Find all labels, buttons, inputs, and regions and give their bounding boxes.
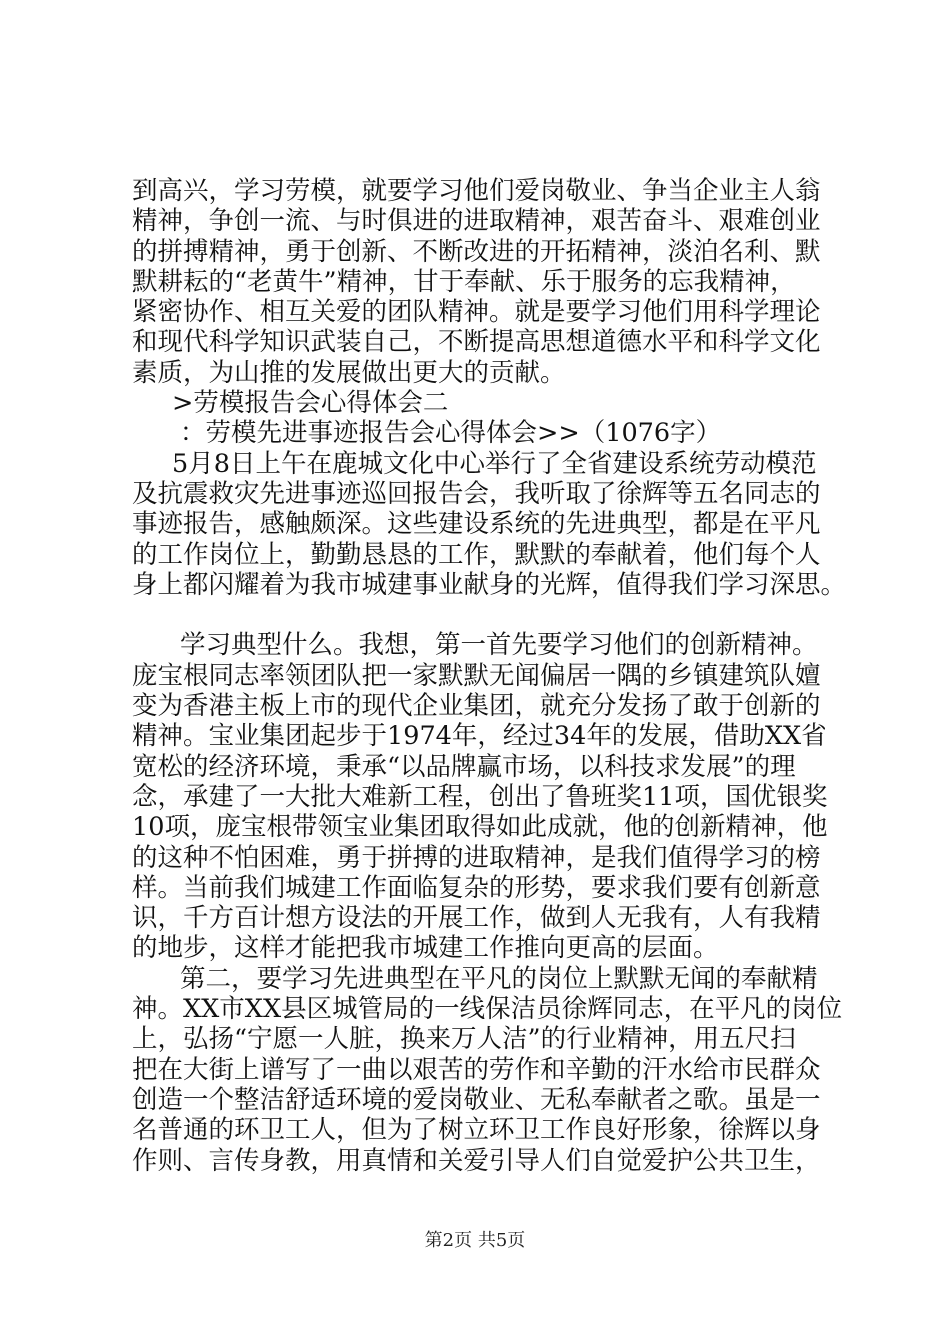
- text-line: 事迹报告，感触颇深。这些建设系统的先进典型，都是在平凡: [132, 509, 821, 540]
- text-line: 精神。宝业集团起步于1974年，经过34年的发展，借助XX省: [132, 721, 827, 752]
- text-line: 第二，要学习先进典型在平凡的岗位上默默无闻的奉献精: [180, 963, 818, 994]
- paragraph-1: [132, 176, 852, 388]
- text-line: 的地步，这样才能把我市城建工作推向更高的层面。: [132, 933, 719, 964]
- document-body: [132, 176, 852, 1176]
- text-line: 5月8日上午在鹿城文化中心举行了全省建设系统劳动模范: [172, 448, 817, 479]
- text-line: 识，千方百计想方设法的开展工作，做到人无我有，人有我精: [132, 903, 821, 934]
- text-line: 宽松的经济环境，秉承“以品牌赢市场，以科技求发展”的理: [132, 751, 796, 782]
- section-subheading: ：劳模先进事迹报告会心得体会>>（1076字）: [180, 418, 722, 449]
- text-line: 庞宝根同志率领团队把一家默默无闻偏居一隅的乡镇建筑队嬗: [132, 660, 821, 691]
- text-line: 变为香港主板上市的现代企业集团，就充分发扬了敢于创新的: [132, 691, 821, 722]
- page-number-footer: 第2页 共5页: [424, 1230, 526, 1251]
- paragraph-4: [132, 964, 852, 1176]
- paragraph-2: [132, 449, 852, 600]
- text-line: 把在大街上谱写了一曲以艰苦的劳作和辛勤的汗水给市民群众: [132, 1054, 821, 1085]
- blank-line: [132, 600, 852, 630]
- text-line: 素质，为山推的发展做出更大的贡献。: [132, 357, 566, 388]
- text-line: 作则、言传身教，用真情和关爱引导人们自觉爱护公共卫生，: [132, 1145, 821, 1176]
- text-line: 和现代科学知识武装自己，不断提高思想道德水平和科学文化: [132, 327, 821, 358]
- text-line: 创造一个整洁舒适环境的爱岗敬业、无私奉献者之歌。虽是一: [132, 1084, 821, 1115]
- paragraph-3: [132, 630, 852, 963]
- section-heading: >劳模报告会心得体会二: [172, 388, 449, 419]
- text-line: 的工作岗位上，勤勤恳恳的工作，默默的奉献着，他们每个人: [132, 539, 821, 570]
- text-line: 名普通的环卫工人，但为了树立环卫工作良好形象，徐辉以身: [132, 1115, 821, 1146]
- text-line: 到高兴，学习劳模，就要学习他们爱岗敬业、争当企业主人翁: [132, 176, 821, 206]
- text-line: 紧密协作、相互关爱的团队精神。就是要学习他们用科学理论: [132, 297, 821, 328]
- text-line: 念，承建了一大批大难新工程，创出了鲁班奖11项，国优银奖: [132, 781, 828, 812]
- text-line: 身上都闪耀着为我市城建事业献身的光辉，值得我们学习深思。: [132, 569, 847, 600]
- text-line: 样。当前我们城建工作面临复杂的形势，要求我们要有创新意: [132, 872, 821, 903]
- text-line: 默耕耘的“老黄牛”精神，甘于奉献、乐于服务的忘我精神，: [132, 266, 796, 297]
- text-line: 精神，争创一流、与时俱进的进取精神，艰苦奋斗、艰难创业: [132, 206, 821, 237]
- text-line: 10项，庞宝根带领宝业集团取得如此成就，他的创新精神，他: [132, 812, 828, 843]
- text-line: 的这种不怕困难，勇于拼搏的进取精神，是我们值得学习的榜: [132, 842, 821, 873]
- text-line: 及抗震救灾先进事迹巡回报告会，我听取了徐辉等五名同志的: [132, 478, 821, 509]
- text-line: 上，弘扬“宁愿一人脏，换来万人洁”的行业精神，用五尺扫: [132, 1024, 796, 1055]
- text-line: 学习典型什么。我想，第一首先要学习他们的创新精神。: [180, 630, 818, 661]
- text-line: 的拼搏精神，勇于创新、不断改进的开拓精神，淡泊名利、默: [132, 236, 821, 267]
- text-line: 神。XX市XX县区城管局的一线保洁员徐辉同志，在平凡的岗位: [132, 994, 843, 1025]
